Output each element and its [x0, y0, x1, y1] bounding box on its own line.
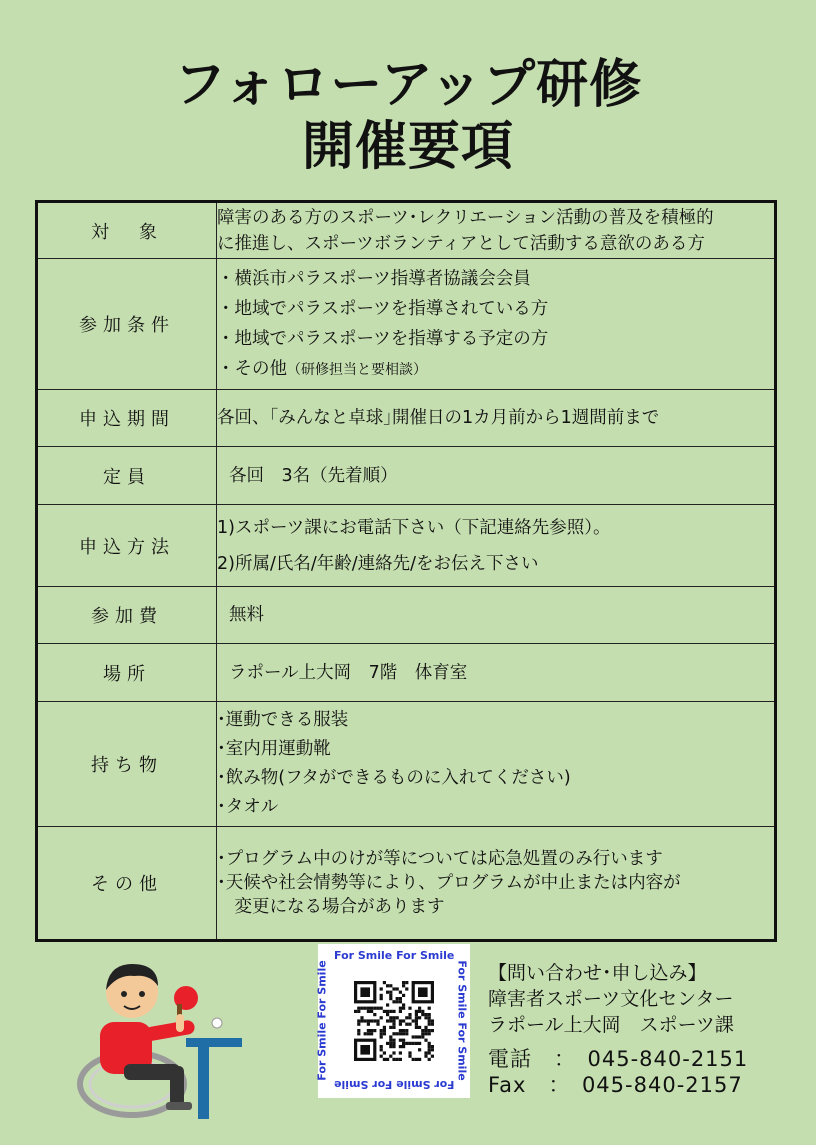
table-row-target	[37, 202, 776, 259]
row-label-method: 申込方法	[37, 505, 217, 587]
info-table	[35, 200, 777, 942]
other-note: ･天候や社会情勢等により、プログラムが中止または内容が	[217, 873, 681, 893]
qr-frame-text-bottom: For Smile For Smile	[334, 1078, 455, 1091]
item-entry: ･室内用運動靴	[217, 739, 331, 759]
row-label-venue: 場所	[37, 644, 217, 702]
table-row-venue	[37, 644, 776, 702]
page-subtitle: 開催要項	[301, 117, 514, 177]
target-line: に推進し、スポーツボランティアとして活動する意欲のある方	[217, 233, 705, 254]
target-line: 障害のある方のスポーツ･レクリエーション活動の普及を積極的	[217, 207, 714, 228]
item-entry: ･タオル	[217, 797, 279, 817]
contact-phone[interactable]: 電話 ： 045-840-2151	[488, 1047, 749, 1071]
other-note: 変更になる場合があります	[217, 897, 445, 917]
condition-item: ・地域でパラスポーツを指導する予定の方	[217, 328, 549, 349]
contact-heading: 【問い合わせ･申し込み】	[488, 962, 707, 984]
qr-frame-text-top: For Smile For Smile	[334, 949, 455, 962]
method-step: 1)スポーツ課にお電話下さい（下記連絡先参照）。	[217, 517, 611, 538]
condition-item: ・その他（研修担当と要相談）	[217, 358, 427, 379]
fee-text: 無料	[229, 605, 264, 625]
condition-note: （研修担当と要相談）	[287, 361, 427, 378]
page-title: フォローアップ研修	[173, 55, 643, 115]
item-entry: ･運動できる服装	[217, 710, 349, 730]
table-row-other	[37, 827, 776, 941]
qr-frame-text-right: For Smile For Smile	[455, 960, 469, 1081]
row-label-other: その他	[37, 827, 217, 941]
qr-frame-text-left: For Smile For Smile	[315, 960, 329, 1081]
table-row-items	[37, 702, 776, 827]
table-row-period	[37, 390, 776, 447]
table-row-fee	[37, 587, 776, 644]
table-row-conditions	[37, 259, 776, 390]
contact-department: ラポール上大岡 スポーツ課	[488, 1014, 734, 1036]
row-label-capacity: 定員	[37, 447, 217, 505]
venue-text: ラポール上大岡 7階 体育室	[229, 662, 468, 683]
period-text: 各回、｢みんなと卓球｣開催日の1カ月前から1週間前まで	[217, 408, 660, 428]
contact-org: 障害者スポーツ文化センター	[488, 988, 734, 1010]
capacity-text: 各回 3名（先着順）	[229, 465, 398, 486]
condition-item: ・横浜市パラスポーツ指導者協議会会員	[217, 268, 531, 289]
other-note: ･プログラム中のけが等については応急処置のみ行います	[217, 849, 663, 869]
wheelchair-player-illustration	[74, 952, 249, 1122]
item-entry: ･飲み物(フタができるものに入れてください)	[217, 768, 571, 788]
condition-item: ・地域でパラスポーツを指導されている方	[217, 298, 549, 319]
row-label-conditions: 参加条件	[37, 259, 217, 390]
table-row-method	[37, 505, 776, 587]
method-step: 2)所属/氏名/年齢/連絡先/をお伝え下さい	[217, 553, 539, 574]
contact-fax: Fax ： 045-840-2157	[488, 1073, 743, 1097]
table-row-capacity	[37, 447, 776, 505]
row-label-items: 持ち物	[37, 702, 217, 827]
qr-code-block[interactable]	[315, 944, 470, 1098]
row-label-target: 対 象	[37, 202, 217, 259]
row-label-period: 申込期間	[37, 390, 217, 447]
qr-code-icon	[354, 981, 434, 1061]
row-label-fee: 参加費	[37, 587, 217, 644]
